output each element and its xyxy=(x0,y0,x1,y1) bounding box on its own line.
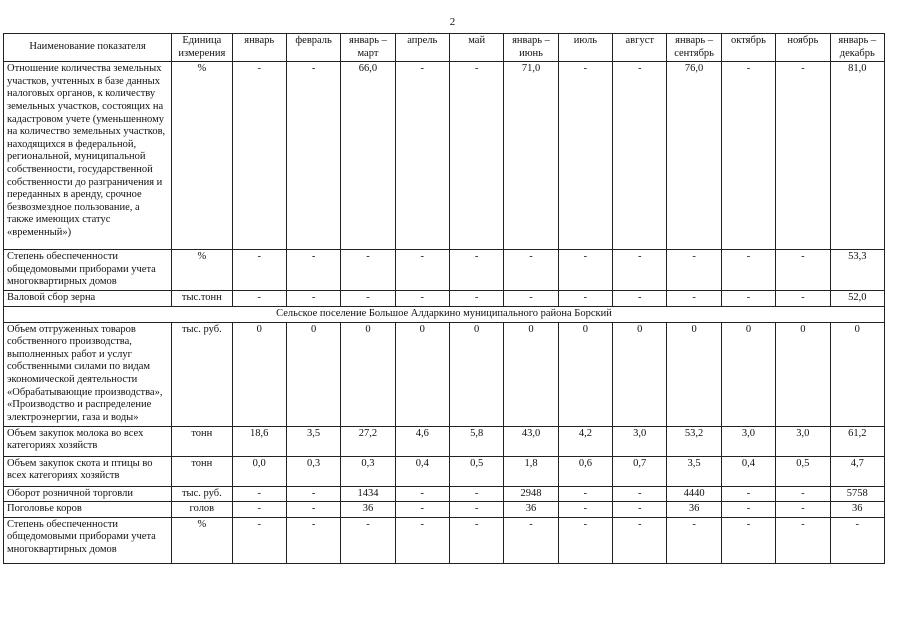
value-cell: - xyxy=(449,517,503,563)
value-cell: - xyxy=(395,62,449,250)
indicator-name: Степень обеспеченности общедомовыми приборами учета многоквартирных домов xyxy=(4,250,172,291)
value-cell: - xyxy=(776,502,830,518)
value-cell: - xyxy=(341,290,395,306)
value-cell: 0,6 xyxy=(558,456,612,486)
table-row xyxy=(4,426,885,456)
value-cell: 0 xyxy=(558,322,612,426)
value-cell: 0,0 xyxy=(232,456,286,486)
indicator-unit: тыс. руб. xyxy=(172,486,232,502)
header-period: июль xyxy=(558,34,612,62)
value-cell: - xyxy=(504,250,558,291)
indicator-unit: % xyxy=(172,62,232,250)
value-cell: 0 xyxy=(721,322,775,426)
value-cell: 36 xyxy=(830,502,885,518)
value-cell: - xyxy=(721,486,775,502)
value-cell: - xyxy=(232,250,286,291)
value-cell: 2948 xyxy=(504,486,558,502)
value-cell: 27,2 xyxy=(341,426,395,456)
value-cell: 4,2 xyxy=(558,426,612,456)
value-cell: - xyxy=(558,517,612,563)
value-cell: - xyxy=(449,502,503,518)
header-period: август xyxy=(613,34,667,62)
table-row xyxy=(4,250,885,291)
value-cell: - xyxy=(395,517,449,563)
value-cell: - xyxy=(286,62,340,250)
header-period: февраль xyxy=(286,34,340,62)
value-cell: - xyxy=(776,290,830,306)
value-cell: 0,3 xyxy=(341,456,395,486)
indicator-name: Валовой сбор зерна xyxy=(4,290,172,306)
value-cell: 0,5 xyxy=(776,456,830,486)
indicator-name: Отношение количества земельных участков, учтенных в базе данных налоговых органов, к количеству земельных участков, состоящих на кадастровом учете (уменьшенному на количество земельных участков, находящихся в федеральной, региональной, муниципальной собственности, государственной собственности до разграничения и переданных в аренду, срочное безвозмездное пользование, а также имеющих статус «временный») xyxy=(4,62,172,250)
indicator-name: Объем закупок молока во всех категориях хозяйств xyxy=(4,426,172,456)
value-cell: 52,0 xyxy=(830,290,885,306)
value-cell: - xyxy=(449,290,503,306)
value-cell: - xyxy=(667,290,721,306)
table-row xyxy=(4,502,885,518)
value-cell: 0 xyxy=(341,322,395,426)
value-cell: 0 xyxy=(830,322,885,426)
value-cell: - xyxy=(449,486,503,502)
value-cell: - xyxy=(395,290,449,306)
indicator-name: Степень обеспеченности общедомовыми приборами учета многоквартирных домов xyxy=(4,517,172,563)
value-cell: - xyxy=(395,250,449,291)
table-row xyxy=(4,290,885,306)
value-cell: - xyxy=(776,250,830,291)
indicator-unit: тонн xyxy=(172,426,232,456)
value-cell: - xyxy=(232,62,286,250)
value-cell: - xyxy=(286,290,340,306)
value-cell: 3,5 xyxy=(286,426,340,456)
value-cell: - xyxy=(613,290,667,306)
indicator-unit: тыс. руб. xyxy=(172,322,232,426)
value-cell: - xyxy=(395,486,449,502)
value-cell: - xyxy=(504,517,558,563)
value-cell: 3,0 xyxy=(721,426,775,456)
value-cell: 3,0 xyxy=(776,426,830,456)
section-title: Сельское поселение Большое Алдаркино муниципального района Борский xyxy=(4,306,885,322)
value-cell: - xyxy=(286,502,340,518)
value-cell: 43,0 xyxy=(504,426,558,456)
value-cell: 0 xyxy=(776,322,830,426)
value-cell: 0,4 xyxy=(721,456,775,486)
value-cell: - xyxy=(613,502,667,518)
value-cell: 1,8 xyxy=(504,456,558,486)
value-cell: 76,0 xyxy=(667,62,721,250)
indicator-name: Объем отгруженных товаров собственного производства, выполненных работ и услуг собственными силами по видам экономической деятельности «Обрабатывающие производства», «Производство и распределение электроэнергии, газа и воды» xyxy=(4,322,172,426)
value-cell: 53,3 xyxy=(830,250,885,291)
header-period: октябрь xyxy=(721,34,775,62)
indicator-name: Объем закупок скота и птицы во всех категориях хозяйств xyxy=(4,456,172,486)
page-number: 2 xyxy=(449,16,456,28)
value-cell: 81,0 xyxy=(830,62,885,250)
value-cell: 0,7 xyxy=(613,456,667,486)
value-cell: 1434 xyxy=(341,486,395,502)
value-cell: - xyxy=(776,517,830,563)
section-row xyxy=(4,306,885,322)
value-cell: 0 xyxy=(504,322,558,426)
value-cell: 0 xyxy=(232,322,286,426)
value-cell: - xyxy=(613,62,667,250)
value-cell: 71,0 xyxy=(504,62,558,250)
table-row xyxy=(4,517,885,563)
header-period: январь xyxy=(232,34,286,62)
value-cell: - xyxy=(721,517,775,563)
value-cell: - xyxy=(613,486,667,502)
value-cell: - xyxy=(558,250,612,291)
value-cell: - xyxy=(558,62,612,250)
value-cell: - xyxy=(558,290,612,306)
value-cell: - xyxy=(558,502,612,518)
value-cell: - xyxy=(449,250,503,291)
value-cell: 36 xyxy=(504,502,558,518)
value-cell: 4,6 xyxy=(395,426,449,456)
header-period: январь – декабрь xyxy=(830,34,885,62)
value-cell: - xyxy=(449,62,503,250)
indicator-name: Поголовье коров xyxy=(4,502,172,518)
value-cell: - xyxy=(341,250,395,291)
indicator-unit: тонн xyxy=(172,456,232,486)
value-cell: - xyxy=(395,502,449,518)
table-row xyxy=(4,456,885,486)
value-cell: - xyxy=(286,517,340,563)
value-cell: - xyxy=(232,486,286,502)
value-cell: 61,2 xyxy=(830,426,885,456)
value-cell: 18,6 xyxy=(232,426,286,456)
value-cell: - xyxy=(232,290,286,306)
table-row xyxy=(4,486,885,502)
value-cell: 4440 xyxy=(667,486,721,502)
header-row xyxy=(4,34,885,62)
header-period: январь – март xyxy=(341,34,395,62)
header-period: январь – июнь xyxy=(504,34,558,62)
value-cell: - xyxy=(232,502,286,518)
table-row xyxy=(4,62,885,250)
value-cell: 36 xyxy=(667,502,721,518)
header-unit: Единица измерения xyxy=(172,34,232,62)
value-cell: 5,8 xyxy=(449,426,503,456)
value-cell: - xyxy=(667,250,721,291)
value-cell: - xyxy=(721,502,775,518)
value-cell: - xyxy=(776,62,830,250)
value-cell: 0,3 xyxy=(286,456,340,486)
value-cell: - xyxy=(232,517,286,563)
value-cell: - xyxy=(504,290,558,306)
header-period: май xyxy=(449,34,503,62)
value-cell: 0,5 xyxy=(449,456,503,486)
value-cell: 0,4 xyxy=(395,456,449,486)
indicator-unit: % xyxy=(172,517,232,563)
value-cell: 0 xyxy=(395,322,449,426)
indicator-unit: голов xyxy=(172,502,232,518)
value-cell: - xyxy=(667,517,721,563)
value-cell: 0 xyxy=(667,322,721,426)
value-cell: - xyxy=(721,250,775,291)
value-cell: - xyxy=(830,517,885,563)
indicators-table xyxy=(3,33,885,564)
value-cell: 66,0 xyxy=(341,62,395,250)
value-cell: - xyxy=(286,486,340,502)
value-cell: - xyxy=(558,486,612,502)
value-cell: 36 xyxy=(341,502,395,518)
table-row xyxy=(4,322,885,426)
header-period: апрель xyxy=(395,34,449,62)
value-cell: - xyxy=(286,250,340,291)
value-cell: - xyxy=(341,517,395,563)
value-cell: 4,7 xyxy=(830,456,885,486)
value-cell: 53,2 xyxy=(667,426,721,456)
indicator-name: Оборот розничной торговли xyxy=(4,486,172,502)
value-cell: 0 xyxy=(449,322,503,426)
indicator-unit: тыс.тонн xyxy=(172,290,232,306)
value-cell: 5758 xyxy=(830,486,885,502)
value-cell: - xyxy=(721,62,775,250)
header-period: ноябрь xyxy=(776,34,830,62)
header-name: Наименование показателя xyxy=(4,34,172,62)
value-cell: 3,5 xyxy=(667,456,721,486)
value-cell: - xyxy=(776,486,830,502)
value-cell: - xyxy=(613,517,667,563)
indicator-unit: % xyxy=(172,250,232,291)
value-cell: 0 xyxy=(286,322,340,426)
value-cell: 3,0 xyxy=(613,426,667,456)
value-cell: - xyxy=(721,290,775,306)
header-period: январь – сентябрь xyxy=(667,34,721,62)
value-cell: 0 xyxy=(613,322,667,426)
value-cell: - xyxy=(613,250,667,291)
